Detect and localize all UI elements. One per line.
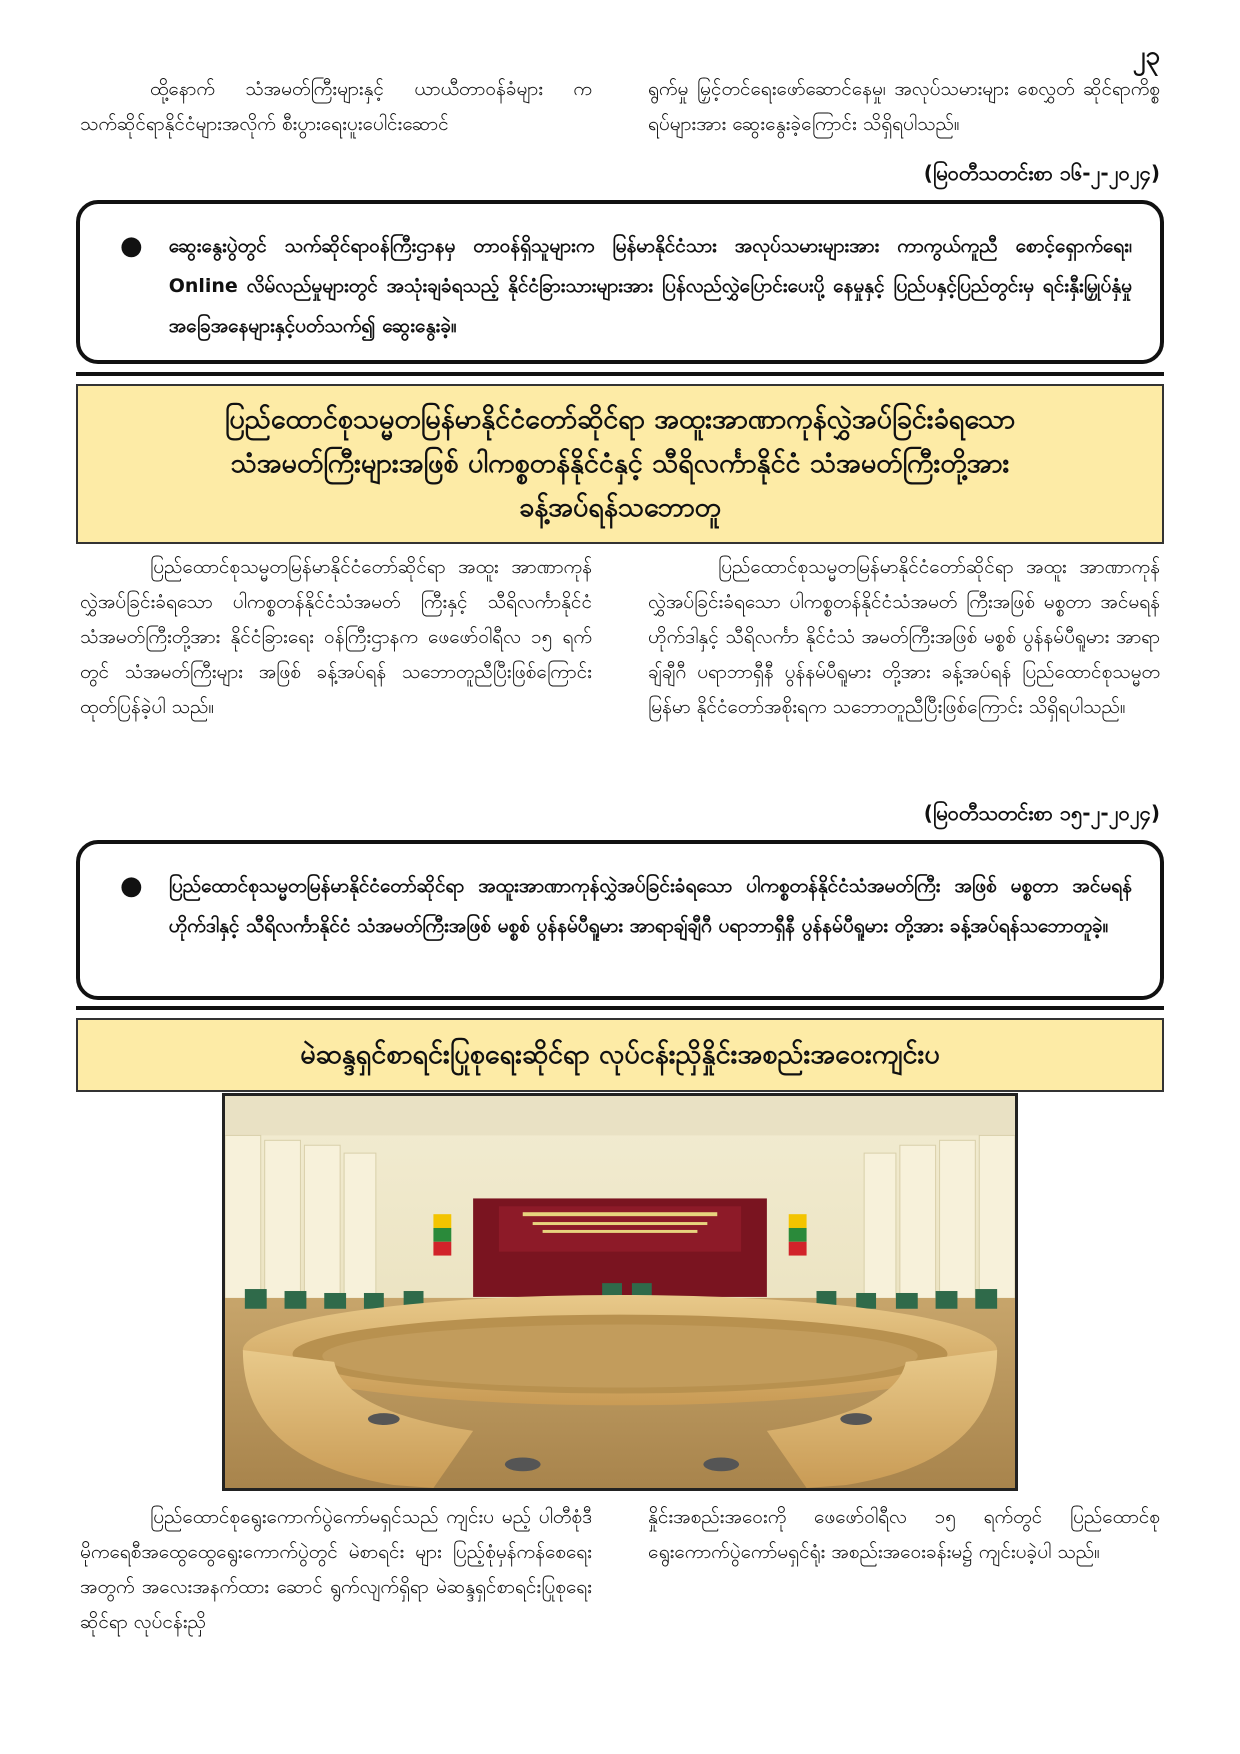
section-divider bbox=[76, 1006, 1164, 1010]
article-paragraph-right: ပြည်ထောင်စုသမ္မတမြန်မာနိုင်ငံတော်ဆိုင်ရာ အထူး အာဏာကုန် လွှဲအပ်ခြင်းခံရသော ပါကစ္စတန်နိုင်ငံသံအမတ် ကြီးအဖြစ် မစ္စတာ အင်မရန် ဟိုက်ဒါနှင့် သီရိလင်္ကာ နိုင်ငံသံ အမတ်ကြီးအဖြစ် မစ္စစ် ပွန်နမ်ပီရူမား အာရာချ်ချီဂီ ပရာဘာရှီနီ ပွန်နမ်ပီရူမား တို့အား ခန့်အပ်ရန် ပြည်ထောင်စုသမ္မတမြန်မာ နိုင်ငံတော်အစိုးရက သဘောတူညီပြီးဖြစ်ကြောင်း သိရှိရပါသည်။ bbox=[648, 556, 1160, 718]
article-paragraph-left: ထို့နောက် သံအမတ်ကြီးများနှင့် ယာယီတာဝန်ခံများ က သက်ဆိုင်ရာနိုင်ငံများအလိုက် စီးပွားရေးပူးပေါင်းဆောင် bbox=[80, 78, 592, 135]
summary-box-2 bbox=[76, 840, 1164, 1000]
meeting-photo bbox=[222, 1093, 1018, 1491]
headline-ambassadors bbox=[76, 384, 1164, 544]
bullet-icon: ● bbox=[120, 231, 143, 261]
summary-box-1 bbox=[76, 200, 1164, 364]
article-paragraph-right: ရွက်မှု မြှင့်တင်ရေးဖော်ဆောင်နေမှု၊ အလုပ်သမားများ စေလွှတ် ဆိုင်ရာကိစ္စရပ်များအား ဆွေးနွေးခဲ့ကြောင်း သိရှိရပါသည်။ bbox=[648, 78, 1160, 135]
page-number: ၂၃ bbox=[1132, 41, 1160, 71]
section-divider bbox=[76, 372, 1164, 376]
article-paragraph-left: ပြည်ထောင်စုသမ္မတမြန်မာနိုင်ငံတော်ဆိုင်ရာ အထူး အာဏာကုန် လွှဲအပ်ခြင်းခံရသော ပါကစ္စတန်နိုင်ငံသံအမတ် ကြီးနှင့် သီရိလင်္ကာနိုင်ငံ သံအမတ်ကြီးတို့အား နိုင်ငံခြားရေး ဝန်ကြီးဌာနက ဖေဖော်ဝါရီလ ၁၅ ရက်တွင် သံအမတ်ကြီးများ အဖြစ် ခန့်အပ်ရန် သဘောတူညီပြီးဖြစ်ကြောင်း ထုတ်ပြန်ခဲ့ပါ သည်။ bbox=[80, 556, 592, 718]
article-continuation bbox=[80, 72, 1160, 142]
bullet-icon: ● bbox=[120, 871, 143, 901]
summary-text-2: ပြည်ထောင်စုသမ္မတမြန်မာနိုင်ငံတော်ဆိုင်ရာ အထူးအာဏာကုန်လွှဲအပ်ခြင်းခံရသော ပါကစ္စတန်နိုင်ငံသံအမတ်ကြီး အဖြစ် မစ္စတာ အင်မရန် ဟိုက်ဒါနှင့် သီရိလင်္ကာနိုင်ငံ သံအမတ်ကြီးအဖြစ် မစ္စစ် ပွန်နမ်ပီရူမား အာရာချ်ချီဂီ ပရာဘာရှီနီ ပွန်နမ်ပီရူမား တို့အား ခန့်အပ်ရန်သဘောတူခဲ့။ bbox=[168, 875, 1132, 937]
summary-text-1: ဆွေးနွေးပွဲတွင် သက်ဆိုင်ရာဝန်ကြီးဌာနမှ တာဝန်ရှိသူများက မြန်မာနိုင်ငံသား အလုပ်သမားများအား ကာကွယ်ကူညီ စောင့်ရှောက်ရေး၊ Online လိမ်လည်မှုများတွင် အသုံးချခံရသည့် နိုင်ငံခြားသားများအား ပြန်လည်လွှဲပြောင်းပေးပို့ နေမှုနှင့် ပြည်ပနှင့်ပြည်တွင်းမှ ရင်းနှီးမြှုပ်နှံမှု အခြေအနေများနှင့်ပတ်သက်၍ ဆွေးနွေးခဲ့။ bbox=[168, 235, 1132, 337]
article-paragraph-right: နှိုင်းအစည်းအဝေးကို ဖေဖော်ဝါရီလ ၁၅ ရက်တွင် ပြည်ထောင်စု ရွေးကောက်ပွဲကော်မရှင်ရုံး အစည်းအဝေးခန်းမ၌ ကျင်းပခဲ့ပါ သည်။ bbox=[648, 1506, 1160, 1563]
news-source: (မြဝတီသတင်းစာ ၁၆-၂-၂၀၂၄) bbox=[923, 161, 1160, 185]
meeting-room-illustration bbox=[225, 1096, 1015, 1488]
headline-line: ပြည်ထောင်စုသမ္မတမြန်မာနိုင်ငံတော်ဆိုင်ရာ အထူးအာဏာကုန်လွှဲအပ်ခြင်းခံရသော bbox=[224, 404, 1016, 435]
headline-line: ခန့်အပ်ရန်သဘောတူ bbox=[519, 492, 721, 523]
article-voter-list bbox=[80, 1500, 1160, 1640]
headline-line: သံအမတ်ကြီးများအဖြစ် ပါကစ္စတန်နိုင်ငံနှင့် သီရိလင်္ကာနိုင်ငံ သံအမတ်ကြီးတို့အား bbox=[230, 448, 1010, 479]
article-ambassadors bbox=[80, 550, 1160, 725]
headline-voter-list bbox=[76, 1018, 1164, 1092]
news-source: (မြဝတီသတင်းစာ ၁၅-၂-၂၀၂၄) bbox=[923, 801, 1160, 825]
article-paragraph-left: ပြည်ထောင်စုရွေးကောက်ပွဲကော်မရှင်သည် ကျင်းပ မည့် ပါတီစုံဒီမိုကရေစီအထွေထွေရွေးကောက်ပွဲတွင် မဲစာရင်း များ ပြည့်စုံမှန်ကန်စေရေးအတွက် အလေးအနက်ထား ဆောင် ရွက်လျက်ရှိရာ မဲဆန္ဒရှင်စာရင်းပြုစုရေးဆိုင်ရာ လုပ်ငန်းညှိ bbox=[80, 1506, 592, 1633]
headline-line: မဲဆန္ဒရှင်စာရင်းပြုစုရေးဆိုင်ရာ လုပ်ငန်းညှိနှိုင်းအစည်းအဝေးကျင်းပ bbox=[300, 1039, 940, 1070]
